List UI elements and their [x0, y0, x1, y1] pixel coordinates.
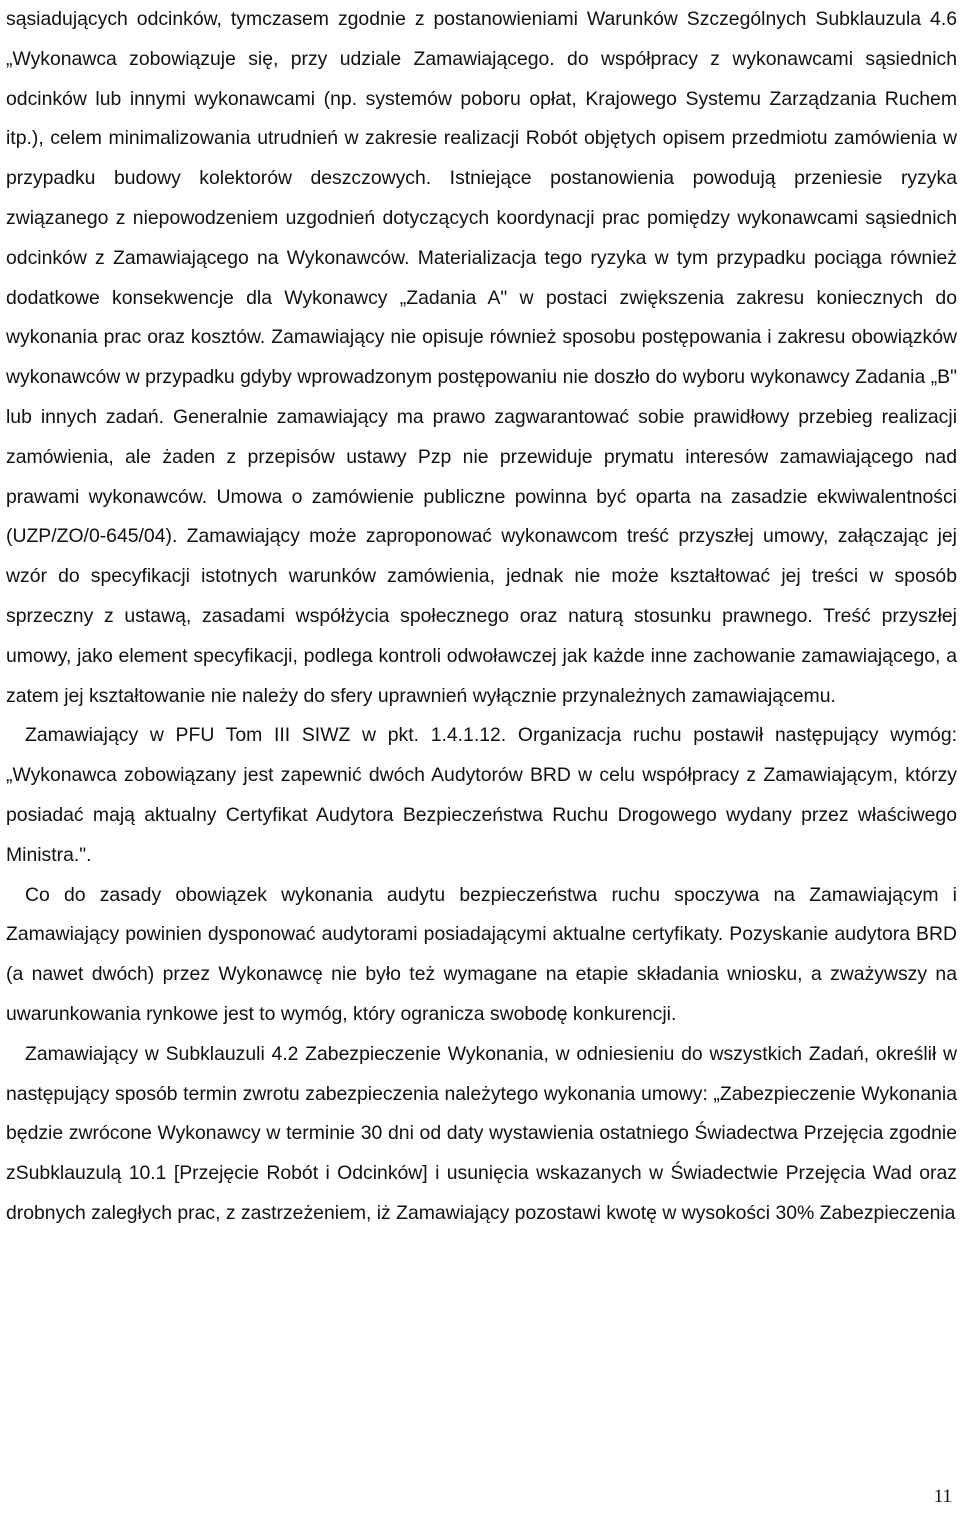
page-number: 11 — [933, 1486, 952, 1507]
document-body — [6, 0, 957, 1234]
paragraph: Co do zasady obowiązek wykonania audytu bezpieczeństwa ruchu spoczywa na Zamawiającym i Zamawiający powinien dysponować audytorami posiadającymi aktualne certyfikaty. Pozyskanie audytora BRD (a nawet dwóch) przez Wykonawcę nie było też wymagane na etapie składania wniosku, a zważywszy na uwarunkowania rynkowe jest to wymóg, który ogranicza swobodę konkurencji. — [6, 883, 957, 1025]
paragraph: Zamawiający w PFU Tom III SIWZ w pkt. 1.4.1.12. Organizacja ruchu postawił następujący wymóg: „Wykonawca zobowiązany jest zapewnić dwóch Audytorów BRD w celu współpracy z Zamawiającym, którzy posiadać mają aktualny Certyfikat Audytora Bezpieczeństwa Ruchu Drogowego wydany przez właściwego Ministra.". — [6, 724, 957, 866]
paragraph: sąsiadujących odcinków, tymczasem zgodnie z postanowieniami Warunków Szczególnych Subklauzula 4.6 „Wykonawca zobowiązuje się, przy udziale Zamawiającego. do współpracy z wykonawcami sąsiednich odcinków lub innymi wykonawcami (np. systemów poboru opłat, Krajowego Systemu Zarządzania Ruchem itp.), celem minimalizowania utrudnień w zakresie realizacji Robót objętych opisem przedmiotu zamówienia w przypadku budowy kolektorów deszczowych. Istniejące postanowienia powodują przeniesie ryzyka związanego z niepowodzeniem uzgodnień dotyczących koordynacji prac pomiędzy wykonawcami sąsiednich odcinków z Zamawiającego na Wykonawców. Materializacja tego ryzyka w tym przypadku pociąga również dodatkowe konsekwencje dla Wykonawcy „Zadania A" w postaci zwiększenia zakresu koniecznych do wykonania prac oraz kosztów. Zamawiający nie opisuje również sposobu postępowania i zakresu obowiązków wykonawców w przypadku gdyby wprowadzonym postępowaniu nie doszło do wyboru wykonawcy Zadania „B" lub innych zadań. Generalnie zamawiający ma prawo zagwarantować sobie prawidłowy przebieg realizacji zamówienia, ale żaden z przepisów ustawy Pzp nie przewiduje prymatu interesów zamawiającego nad prawami wykonawców. Umowa o zamówienie publiczne powinna być oparta na zasadzie ekwiwalentności (UZP/ZO/0-645/04). Zamawiający może zaproponować wykonawcom treść przyszłej umowy, załączając jej wzór do specyfikacji istotnych warunków zamówienia, jednak nie może kształtować jej treści w sposób sprzeczny z ustawą, zasadami współżycia społecznego oraz naturą stosunku prawnego. Treść przyszłej umowy, jako element specyfikacji, podlega kontroli odwoławczej jak każde inne zachowanie zamawiającego, a zatem jej kształtowanie nie należy do sfery uprawnień wyłącznie przynależnych zamawiającemu. — [6, 8, 957, 707]
paragraph: Zamawiający w Subklauzuli 4.2 Zabezpieczenie Wykonania, w odniesieniu do wszystkich Zadań, określił w następujący sposób termin zwrotu zabezpieczenia należytego wykonania umowy: „Zabezpieczenie Wykonania będzie zwrócone Wykonawcy w terminie 30 dni od daty wystawienia ostatniego Świadectwa Przejęcia zgodnie zSubklauzulą 10.1 [Przejęcie Robót i Odcinków] i usunięcia wskazanych w Świadectwie Przejęcia Wad oraz drobnych zaległych prac, z zastrzeżeniem, iż Zamawiający pozostawi kwotę w wysokości 30% Zabezpieczenia — [6, 1042, 957, 1224]
